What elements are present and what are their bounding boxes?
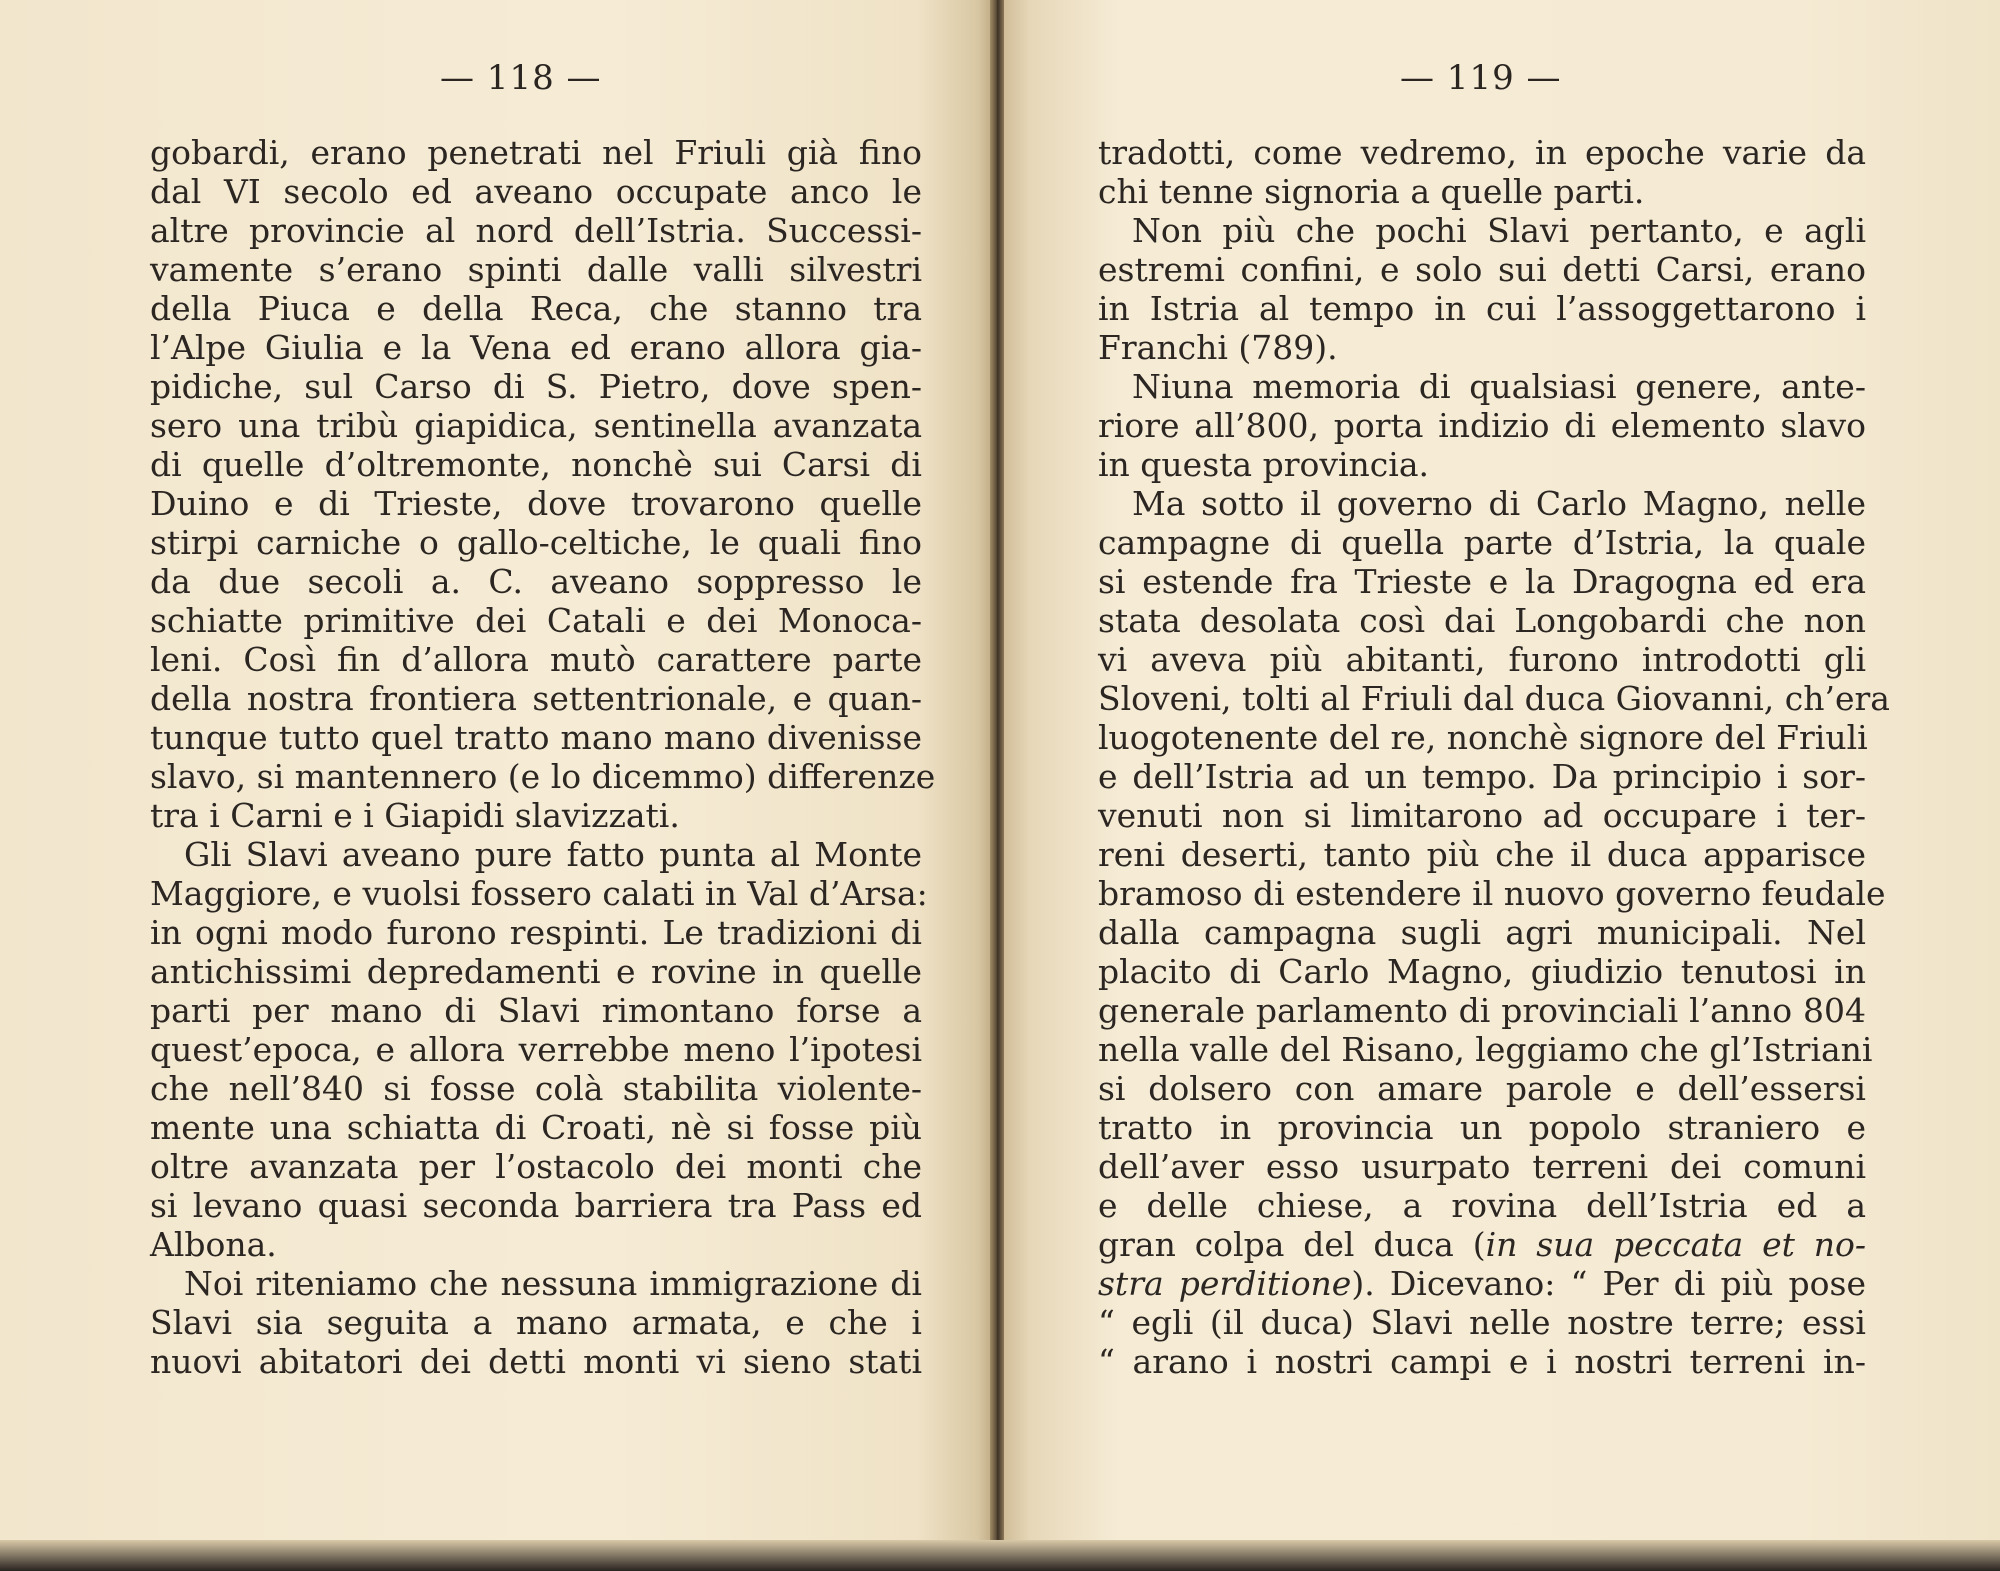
text-line: tratto in provincia un popolo straniero e bbox=[1098, 1108, 1866, 1147]
text-line: mente una schiatta di Croati, nè si fosse più bbox=[150, 1108, 922, 1147]
text-line: placito di Carlo Magno, giudizio tenutosi in bbox=[1098, 952, 1866, 991]
text-line: si levano quasi seconda barriera tra Pass ed bbox=[150, 1186, 922, 1225]
text-line: l’Alpe Giulia e la Vena ed erano allora gia- bbox=[150, 328, 922, 367]
text-line: dal VI secolo ed aveano occupate anco le bbox=[150, 172, 922, 211]
text-line: stra perditione). Dicevano: “ Per di più pose bbox=[1098, 1264, 1866, 1303]
text-line: Franchi (789). bbox=[1098, 328, 1338, 367]
text-line: dalla campagna sugli agri municipali. Nel bbox=[1098, 913, 1866, 952]
text-line: venuti non si limitarono ad occupare i ter- bbox=[1098, 796, 1866, 835]
text-line: Maggiore, e vuolsi fossero calati in Val d’Arsa: bbox=[150, 874, 928, 913]
text-line: Albona. bbox=[150, 1225, 277, 1264]
text-line: generale parlamento di provinciali l’anno 804 bbox=[1098, 991, 1866, 1030]
text-line: riore all’800, porta indizio di elemento slavo bbox=[1098, 406, 1866, 445]
text-line: tradotti, come vedremo, in epoche varie da bbox=[1098, 133, 1866, 172]
text-line: Gli Slavi aveano pure fatto punta al Monte bbox=[184, 835, 922, 874]
text-line: stirpi carniche o gallo-celtiche, le quali fino bbox=[150, 523, 922, 562]
text-line: della nostra frontiera settentrionale, e quan- bbox=[150, 679, 922, 718]
text-line: gran colpa del duca (in sua peccata et no- bbox=[1098, 1225, 1866, 1264]
text-line: in questa provincia. bbox=[1098, 445, 1429, 484]
text-line: antichissimi depredamenti e rovine in quelle bbox=[150, 952, 922, 991]
text-line: chi tenne signoria a quelle parti. bbox=[1098, 172, 1645, 211]
text-line: pidiche, sul Carso di S. Pietro, dove spen- bbox=[150, 367, 922, 406]
text-line: nuovi abitatori dei detti monti vi sieno stati bbox=[150, 1342, 922, 1381]
text-line: da due secoli a. C. aveano soppresso le bbox=[150, 562, 922, 601]
text-line: nella valle del Risano, leggiamo che gl’Istriani bbox=[1098, 1030, 1873, 1069]
text-line: Duino e di Trieste, dove trovarono quelle bbox=[150, 484, 922, 523]
book-gutter bbox=[990, 0, 1004, 1571]
text-line: stata desolata così dai Longobardi che non bbox=[1098, 601, 1866, 640]
text-line: schiatte primitive dei Catali e dei Monoca- bbox=[150, 601, 922, 640]
page-number-left: — 118 — bbox=[440, 58, 602, 98]
text-line: tra i Carni e i Giapidi slavizzati. bbox=[150, 796, 680, 835]
text-line: “ egli (il duca) Slavi nelle nostre terre; essi bbox=[1098, 1303, 1866, 1342]
text-line: Sloveni, tolti al Friuli dal duca Giovanni, ch’era bbox=[1098, 679, 1890, 718]
text-line: tunque tutto quel tratto mano mano divenisse bbox=[150, 718, 922, 757]
text-line: “ arano i nostri campi e i nostri terreni in- bbox=[1098, 1342, 1866, 1381]
text-line: si dolsero con amare parole e dell’essersi bbox=[1098, 1069, 1866, 1108]
text-line: e dell’Istria ad un tempo. Da principio i sor- bbox=[1098, 757, 1866, 796]
text-line: quest’epoca, e allora verrebbe meno l’ipotesi bbox=[150, 1030, 922, 1069]
text-line: Niuna memoria di qualsiasi genere, ante- bbox=[1132, 367, 1866, 406]
text-line: Ma sotto il governo di Carlo Magno, nelle bbox=[1132, 484, 1866, 523]
text-line: di quelle d’oltremonte, nonchè sui Carsi di bbox=[150, 445, 922, 484]
text-line: si estende fra Trieste e la Dragogna ed era bbox=[1098, 562, 1866, 601]
text-line: della Piuca e della Reca, che stanno tra bbox=[150, 289, 922, 328]
left-page bbox=[0, 0, 997, 1571]
text-line: parti per mano di Slavi rimontano forse a bbox=[150, 991, 922, 1030]
text-line: vamente s’erano spinti dalle valli silvestri bbox=[150, 250, 922, 289]
page-bottom-edge bbox=[0, 1540, 2000, 1571]
page-number-right: — 119 — bbox=[1400, 58, 1562, 98]
text-line: vi aveva più abitanti, furono introdotti gli bbox=[1098, 640, 1866, 679]
text-line: in Istria al tempo in cui l’assoggettarono i bbox=[1098, 289, 1866, 328]
text-line: bramoso di estendere il nuovo governo feudale bbox=[1098, 874, 1886, 913]
text-line: luogotenente del re, nonchè signore del Friuli bbox=[1098, 718, 1868, 757]
right-page-text bbox=[1098, 133, 1890, 1381]
text-line: altre provincie al nord dell’Istria. Successi- bbox=[150, 211, 922, 250]
text-line: reni deserti, tanto più che il duca apparisce bbox=[1098, 835, 1866, 874]
text-line: estremi confini, e solo sui detti Carsi, erano bbox=[1098, 250, 1866, 289]
text-line: slavo, si mantennero (e lo dicemmo) differenze bbox=[150, 757, 936, 796]
text-line: campagne di quella parte d’Istria, la quale bbox=[1098, 523, 1866, 562]
text-line: Noi riteniamo che nessuna immigrazione di bbox=[184, 1264, 922, 1303]
text-line: Non più che pochi Slavi pertanto, e agli bbox=[1132, 211, 1866, 250]
text-line: dell’aver esso usurpato terreni dei comuni bbox=[1098, 1147, 1866, 1186]
text-line: gobardi, erano penetrati nel Friuli già fino bbox=[150, 133, 922, 172]
left-page-text bbox=[150, 133, 936, 1381]
text-line: sero una tribù giapidica, sentinella avanzata bbox=[150, 406, 922, 445]
text-line: che nell’840 si fosse colà stabilita violente- bbox=[150, 1069, 922, 1108]
right-page bbox=[1000, 0, 2000, 1571]
text-line: oltre avanzata per l’ostacolo dei monti che bbox=[150, 1147, 922, 1186]
text-line: leni. Così fin d’allora mutò carattere parte bbox=[150, 640, 922, 679]
text-line: Slavi sia seguita a mano armata, e che i bbox=[150, 1303, 922, 1342]
text-line: e delle chiese, a rovina dell’Istria ed a bbox=[1098, 1186, 1866, 1225]
text-line: in ogni modo furono respinti. Le tradizioni di bbox=[150, 913, 922, 952]
